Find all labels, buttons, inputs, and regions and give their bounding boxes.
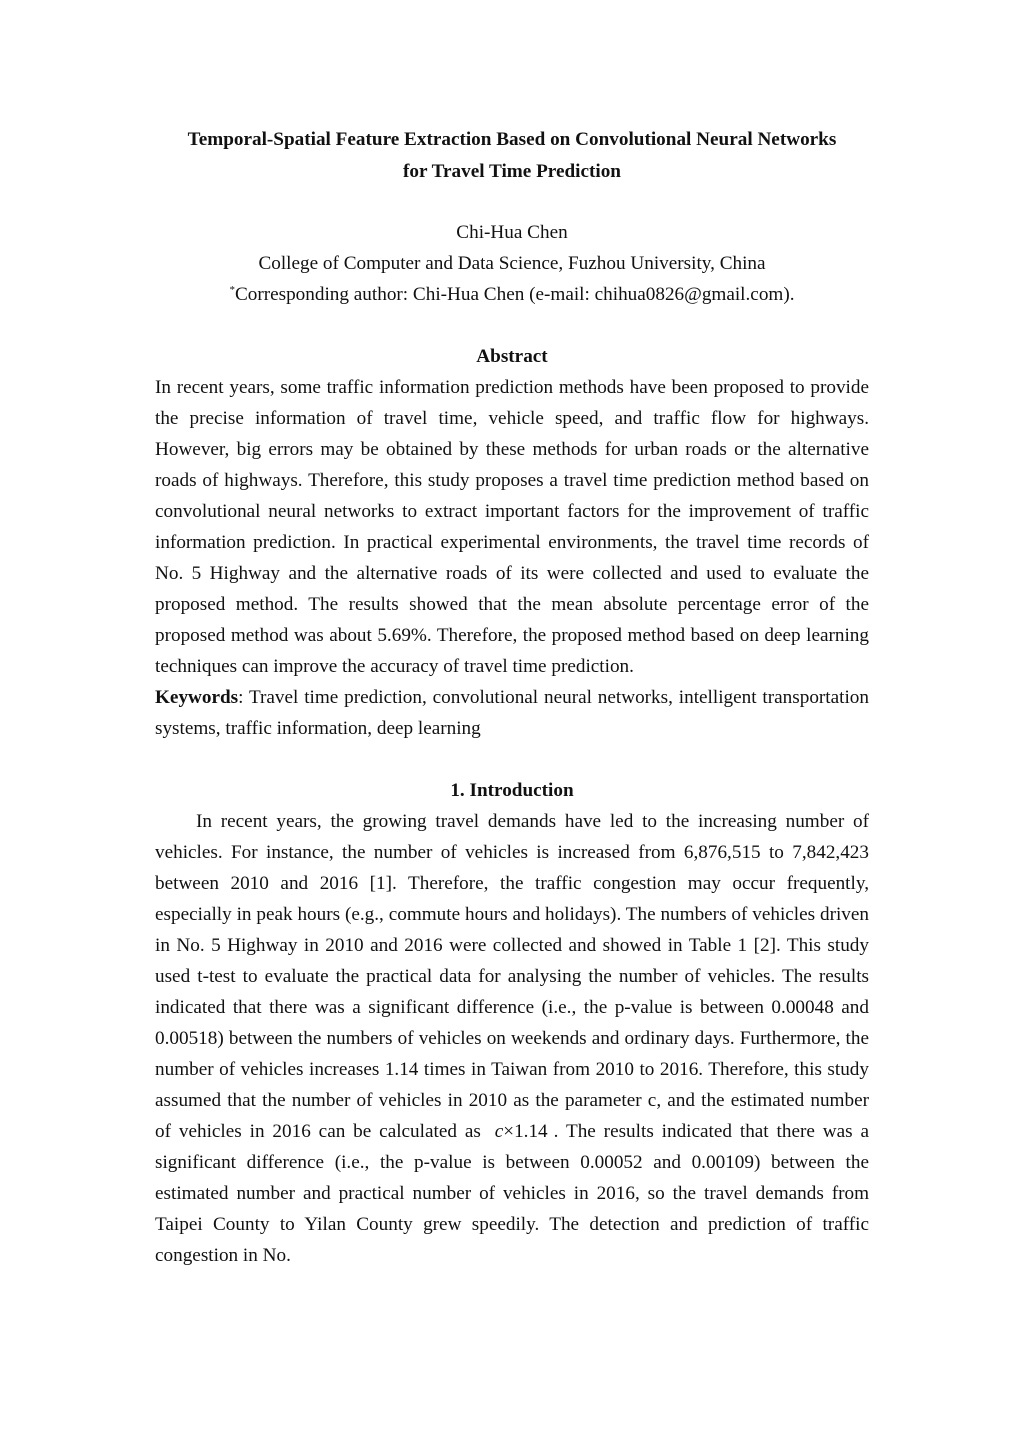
intro-text-part2: . The results indicated that there was a significant difference (i.e., the p-value is between 0.00052 and 0.00109) between the estimated number and practical number of vehicles in 2016, so the travel demands from Taipei County to Yilan County grew speedily. The detection and prediction of traffic congestion in No. — [155, 1121, 869, 1266]
author-name: Chi-Hua Chen — [456, 222, 568, 243]
paper-page — [155, 124, 869, 1271]
math-number: 1.14 — [514, 1121, 548, 1142]
abstract-text: In recent years, some traffic information prediction methods have been proposed to provide the precise information of travel time, vehicle speed, and traffic flow for highways. However, big errors may be obtained by these methods for urban roads or the alternative roads of highways. Therefore, this study proposes a travel time prediction method based on convolutional neural networks to extract important factors for the improvement of traffic information prediction. In practical experimental environments, the travel time records of No. 5 Highway and the alternative roads of its were collected and used to evaluate the proposed method. The results showed that the mean absolute percentage error of the proposed method was about 5.69%. Therefore, the proposed method based on deep learning techniques can improve the accuracy of travel time prediction. — [155, 377, 869, 677]
paper-title — [155, 124, 869, 188]
author-affiliation: College of Computer and Data Science, Fuzhou University, China — [258, 253, 766, 274]
corresponding-author — [155, 279, 869, 310]
math-operator: × — [503, 1121, 515, 1142]
math-variable: c — [494, 1121, 504, 1142]
math-expression — [489, 1121, 554, 1142]
introduction-paragraph — [155, 806, 869, 1271]
intro-text-part1: In recent years, the growing travel demands have led to the increasing number of vehicles. For instance, the number of vehicles is increased from 6,876,515 to 7,842,423 between 2010 and 2016 [1]. Therefore, the traffic congestion may occur frequently, especially in peak hours (e.g., commute hours and holidays). The numbers of vehicles driven in No. 5 Highway in 2010 and 2016 were collected and showed in Table 1 [2]. This study used t-test to evaluate the practical data for analysing the number of vehicles. The results indicated that there was a significant difference (i.e., the p-value is between 0.00048 and 0.00518) between the numbers of vehicles on weekends and ordinary days. Furthermore, the number of vehicles increases 1.14 times in Taiwan from 2010 to 2016. Therefore, this study assumed that the number of vehicles in 2010 as the parameter c, and the estimated number of vehicles in 2016 can be calculated as — [155, 811, 869, 1142]
introduction-heading: 1. Introduction — [450, 780, 574, 801]
corresponding-mark: * — [229, 284, 235, 296]
title-line-1: Temporal-Spatial Feature Extraction Based on Convolutional Neural Networks — [187, 129, 837, 150]
author-block — [155, 217, 869, 310]
title-line-2: for Travel Time Prediction — [403, 161, 621, 182]
abstract-heading: Abstract — [476, 346, 548, 367]
keywords-label: Keywords — [155, 687, 239, 708]
keywords-text: : Travel time prediction, convolutional neural networks, intelligent transportation systems, traffic information, deep learning — [155, 687, 869, 739]
keywords — [155, 682, 869, 744]
corresponding-text: Corresponding author: Chi-Hua Chen (e-mail: chihua0826@gmail.com). — [234, 284, 795, 305]
